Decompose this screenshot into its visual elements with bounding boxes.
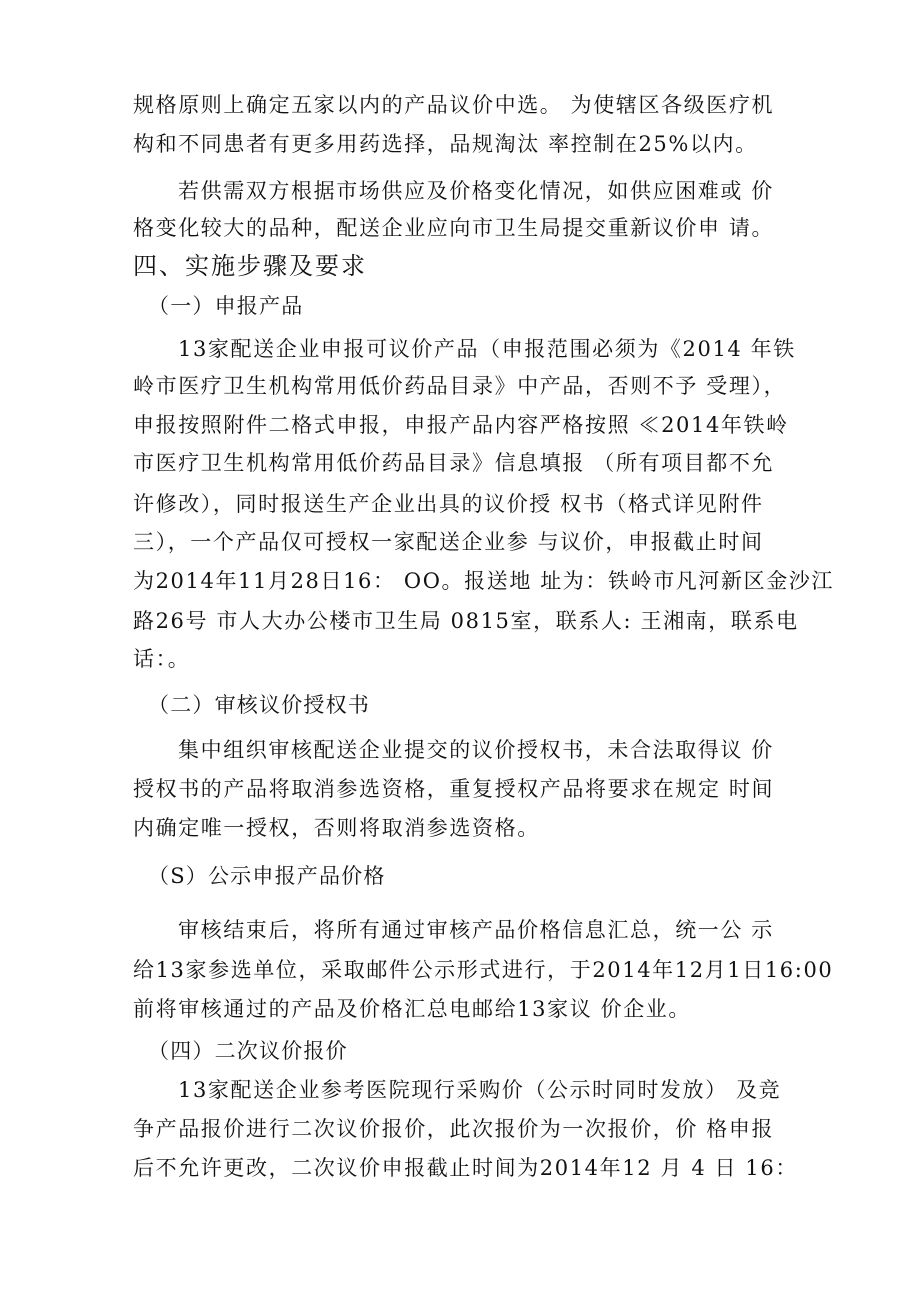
body-line: 给13家参选单位，采取邮件公示形式进行，于2014年12月1日16:00 <box>133 958 834 982</box>
body-line: 13家配送企业参考医院现行采购价（公示时同时发放） 及竞 <box>178 1078 782 1102</box>
body-line: 集中组织审核配送企业提交的议价授权书，未合法取得议 价 <box>178 738 774 762</box>
body-line: 许修改），同时报送生产企业出具的议价授 权书（格式详见附件 <box>133 492 764 516</box>
body-line: 若供需双方根据市场供应及价格变化情况，如供应困难或 价 <box>178 179 774 203</box>
body-line: 审核结束后，将所有通过审核产品价格信息汇总，统一公 示 <box>178 918 774 942</box>
body-line: 格变化较大的品种，配送企业应向市卫生局提交重新议价申 请。 <box>133 216 775 240</box>
body-line: 市医疗卫生机构常用低价药品目录》信息填报 （所有项目都不允 <box>133 451 775 475</box>
subsection-heading: （一）申报产品 <box>148 294 304 318</box>
body-line: 为2014年11月28日16： OO。报送地 址为：铁岭市凡河新区金沙江 <box>133 569 834 593</box>
body-line: 话：。 <box>133 647 191 671</box>
subsection-heading: （四）二次议价报价 <box>148 1039 348 1063</box>
body-line: 岭市医疗卫生机构常用低价药品目录》中产品，否则不予 受理）， <box>133 374 787 398</box>
body-line: 后不允许更改，二次议价申报截止时间为2014年12 月 4 日 16： <box>133 1156 798 1180</box>
body-line: 内确定唯一授权，否则将取消参选资格。 <box>133 816 540 840</box>
body-line: 构和不同患者有更多用药选择，品规淘汰 率控制在25%以内。 <box>133 132 758 156</box>
subsection-heading: （S）公示申报产品价格 <box>148 864 386 888</box>
subsection-heading: （二）审核议价授权书 <box>148 693 370 717</box>
body-line: 争产品报价进行二次议价报价，此次报价为一次报价，价 格申报 <box>133 1117 775 1141</box>
body-line: 三），一个产品仅可授权一家配送企业参 与议价，申报截止时间 <box>133 530 764 554</box>
body-line: 授权书的产品将取消参选资格，重复授权产品将要求在规定 时间 <box>133 777 775 801</box>
body-line: 规格原则上确定五家以内的产品议价中选。 为使辖区各级医疗机 <box>133 93 775 117</box>
section-heading: 四、实施步骤及要求 <box>133 252 367 280</box>
body-line: 路26号 市人大办公楼市卫生局 0815室，联系人: 王湘南，联系电 <box>133 609 799 633</box>
body-line: 13家配送企业申报可议价产品（申报范围必须为《2014 年铁 <box>178 337 796 361</box>
body-line: 申报按照附件二格式申报，申报产品内容严格按照 ≪2014年铁岭 <box>133 413 789 437</box>
body-line: 前将审核通过的产品及价格汇总电邮给13家议 价企业。 <box>133 997 691 1021</box>
